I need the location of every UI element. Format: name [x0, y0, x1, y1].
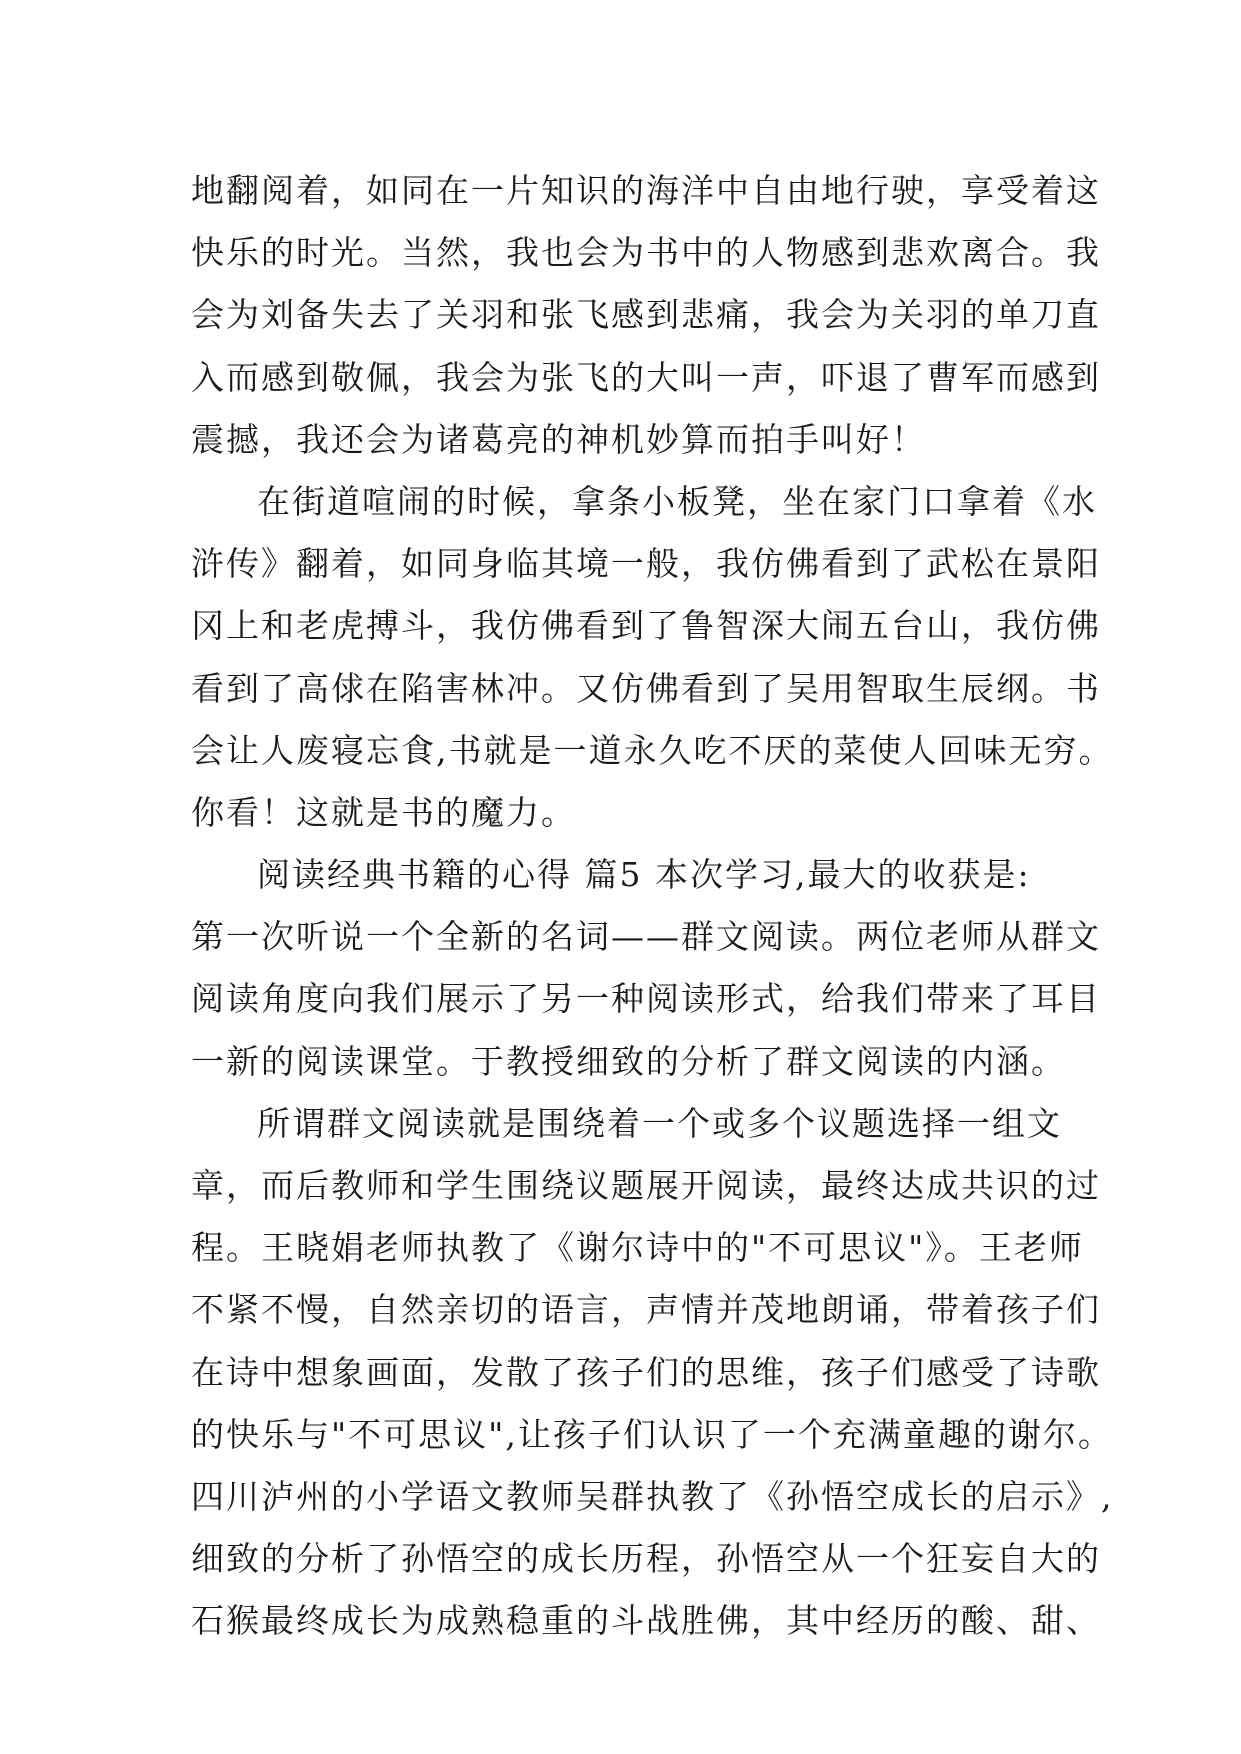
text-line: 浒传》翻着，如同身临其境一般，我仿佛看到了武松在景阳 [191, 544, 1101, 584]
text-line: 会为刘备失去了关羽和张飞感到悲痛，我会为关羽的单刀直 [191, 295, 1101, 335]
text-line: 你看！这就是书的魔力。 [191, 792, 576, 832]
text-line: 四川泸州的小学语文教师吴群执教了《孙悟空成长的启示》, [191, 1476, 1114, 1516]
text-line: 入而感到敬佩，我会为张飞的大叫一声，吓退了曹军而感到 [191, 357, 1101, 397]
text-line: 冈上和老虎搏斗，我仿佛看到了鲁智深大闹五台山，我仿佛 [191, 606, 1101, 646]
text-line: 会让人废寝忘食,书就是一道永久吃不厌的菜使人回味无穷。 [191, 730, 1114, 770]
text-line: 不紧不慢，自然亲切的语言，声情并茂地朗诵，带着孩子们 [191, 1290, 1101, 1330]
text-line: 在诗中想象画面，发散了孩子们的思维，孩子们感受了诗歌 [191, 1352, 1101, 1392]
text-line: 震撼，我还会为诸葛亮的神机妙算而拍手叫好！ [191, 419, 926, 459]
text-line: 的快乐与"不可思议",让孩子们认识了一个充满童趣的谢尔。 [191, 1414, 1113, 1454]
text-line: 阅读角度向我们展示了另一种阅读形式，给我们带来了耳目 [191, 979, 1101, 1019]
text-line: 石猴最终成长为成熟稳重的斗战胜佛，其中经历的酸、甜、 [191, 1601, 1101, 1641]
text-line: 章，而后教师和学生围绕议题展开阅读，最终达成共识的过 [191, 1166, 1101, 1205]
text-line: 快乐的时光。当然，我也会为书中的人物感到悲欢离合。我 [191, 233, 1101, 273]
text-line: 第一次听说一个全新的名词——群文阅读。两位老师从群文 [191, 917, 1101, 957]
text-line: 阅读经典书籍的心得 篇5 本次学习,最大的收获是: [257, 855, 1031, 895]
text-line: 一新的阅读课堂。于教授细致的分析了群文阅读的内涵。 [191, 1041, 1066, 1081]
text-line: 程。王晓娟老师执教了《谢尔诗中的"不可思议"》。王老师 [191, 1228, 1084, 1268]
text-line: 在街道喧闹的时候，拿条小板凳，坐在家门口拿着《水 [257, 481, 1097, 521]
body-text [191, 160, 1114, 1653]
text-line: 所谓群文阅读就是围绕着一个或多个议题选择一组文 [257, 1103, 1062, 1143]
text-line: 看到了高俅在陷害林冲。又仿佛看到了吴用智取生辰纲。书 [191, 668, 1101, 708]
text-line: 细致的分析了孙悟空的成长历程，孙悟空从一个狂妄自大的 [191, 1539, 1101, 1579]
text-line: 地翻阅着，如同在一片知识的海洋中自由地行驶，享受着这 [191, 171, 1101, 210]
